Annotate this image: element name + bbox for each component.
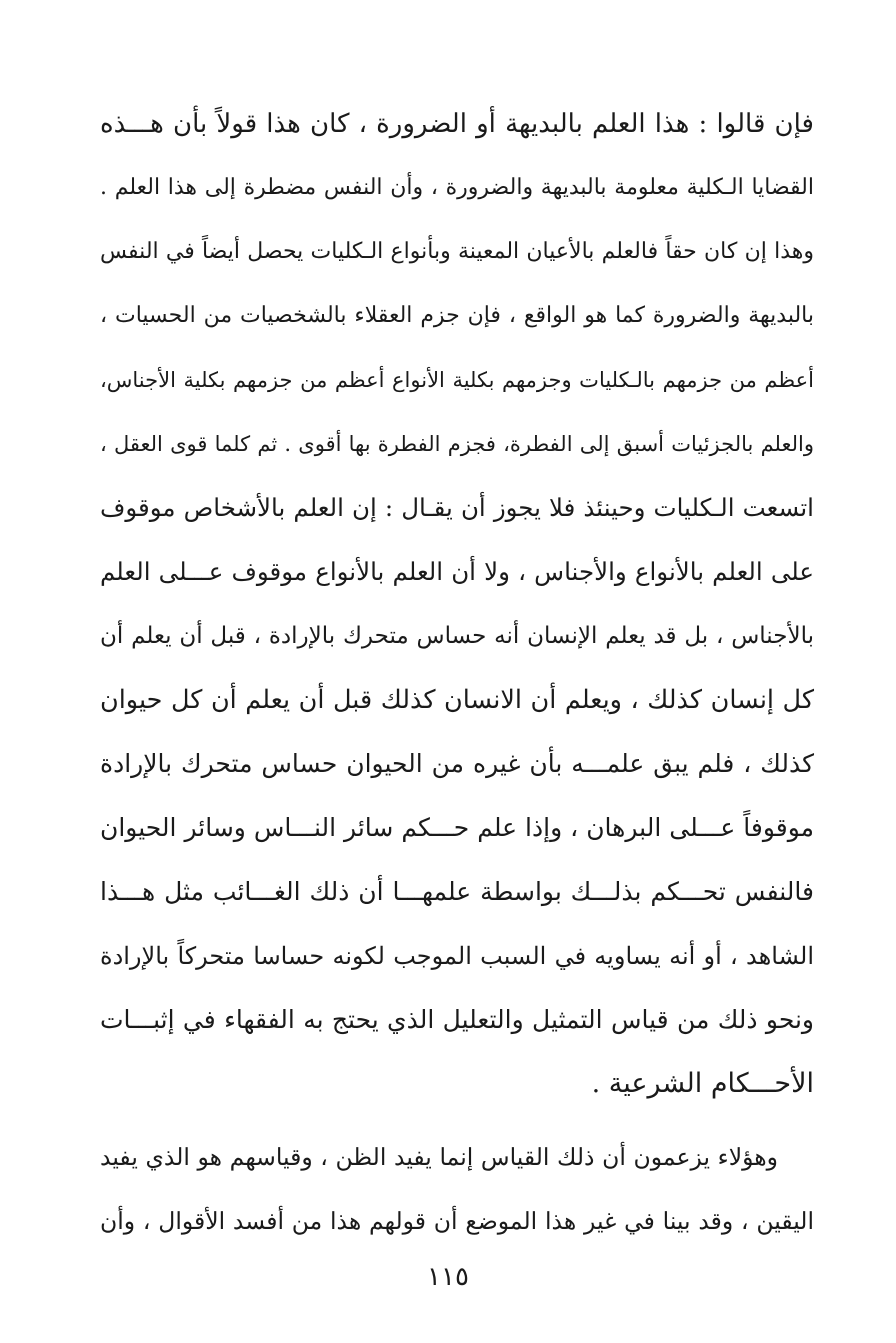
text-line: وهؤلاء يزعمون أن ذلك القياس إنما يفيد الظن ، وقياسهم هو الذي يفيد [100,1143,778,1171]
text-line: بالبديهة والضرورة كما هو الواقع ، فإن جزم العقلاء بالشخصيات من الحسيات ، [100,303,814,328]
paragraph-2 [100,1125,814,1253]
text-line: كذلك ، فلم يبق علمـــه بأن غيره من الحيوان حساس متحرك بالإرادة [100,749,814,778]
text-line: كل إنسان كذلك ، ويعلم أن الانسان كذلك قبل أن يعلم أن كل حيوان [100,685,814,715]
text-line: وهذا إن كان حقاً فالعلم بالأعيان المعينة وبأنواع الـكليات يحصل أيضاً في النفس [100,239,814,264]
page-number: ١١٥ [427,1262,469,1292]
text-line: ونحو ذلك من قياس التمثيل والتعليل الذي يحتج به الفقهاء في إثبـــات [100,1005,814,1034]
text-line: فإن قالوا : هذا العلم بالبديهة أو الضرورة ، كان هذا قولاً بأن هـــذه [100,109,814,139]
text-line: موقوفاً عـــلى البرهان ، وإذا علم حـــكم سائر النـــاس وسائر الحيوان [100,813,814,842]
text-line: والعلم بالجزئيات أسبق إلى الفطرة، فجزم الفطرة بها أقوى . ثم كلما قوى العقل ، [100,432,814,456]
text-line: اليقين ، وقد بينا في غير هذا الموضع أن قولهم هذا من أفسد الأقوال ، وأن [100,1207,814,1235]
text-line: بالأجناس ، بل قد يعلم الإنسان أنه حساس متحرك بالإرادة ، قبل أن يعلم أن [100,623,814,649]
text-line: الأحـــكام الشرعية . [591,1068,814,1099]
text-line: القضايا الـكلية معلومة بالبديهة والضرورة ، وأن النفس مضطرة إلى هذا العلم . [100,175,814,200]
text-line: فالنفس تحـــكم بذلـــك بواسطة علمهـــا أن ذلك الغـــائب مثل هـــذا [100,877,814,906]
paragraph-1 [100,92,814,1116]
text-line: أعظم من جزمهم بالـكليات وجزمهم بكلية الأنواع أعظم من جزمهم بكلية الأجناس، [100,368,814,392]
text-line: على العلم بالأنواع والأجناس ، ولا أن العلم بالأنواع موقوف عـــلى العلم [100,557,814,586]
text-line: اتسعت الـكليات وحينئذ فلا يجوز أن يقـال : إن العلم بالأشخاص موقوف [100,493,814,522]
text-line: الشاهد ، أو أنه يساويه في السبب الموجب لكونه حساسا متحركاً بالإرادة [100,942,814,970]
